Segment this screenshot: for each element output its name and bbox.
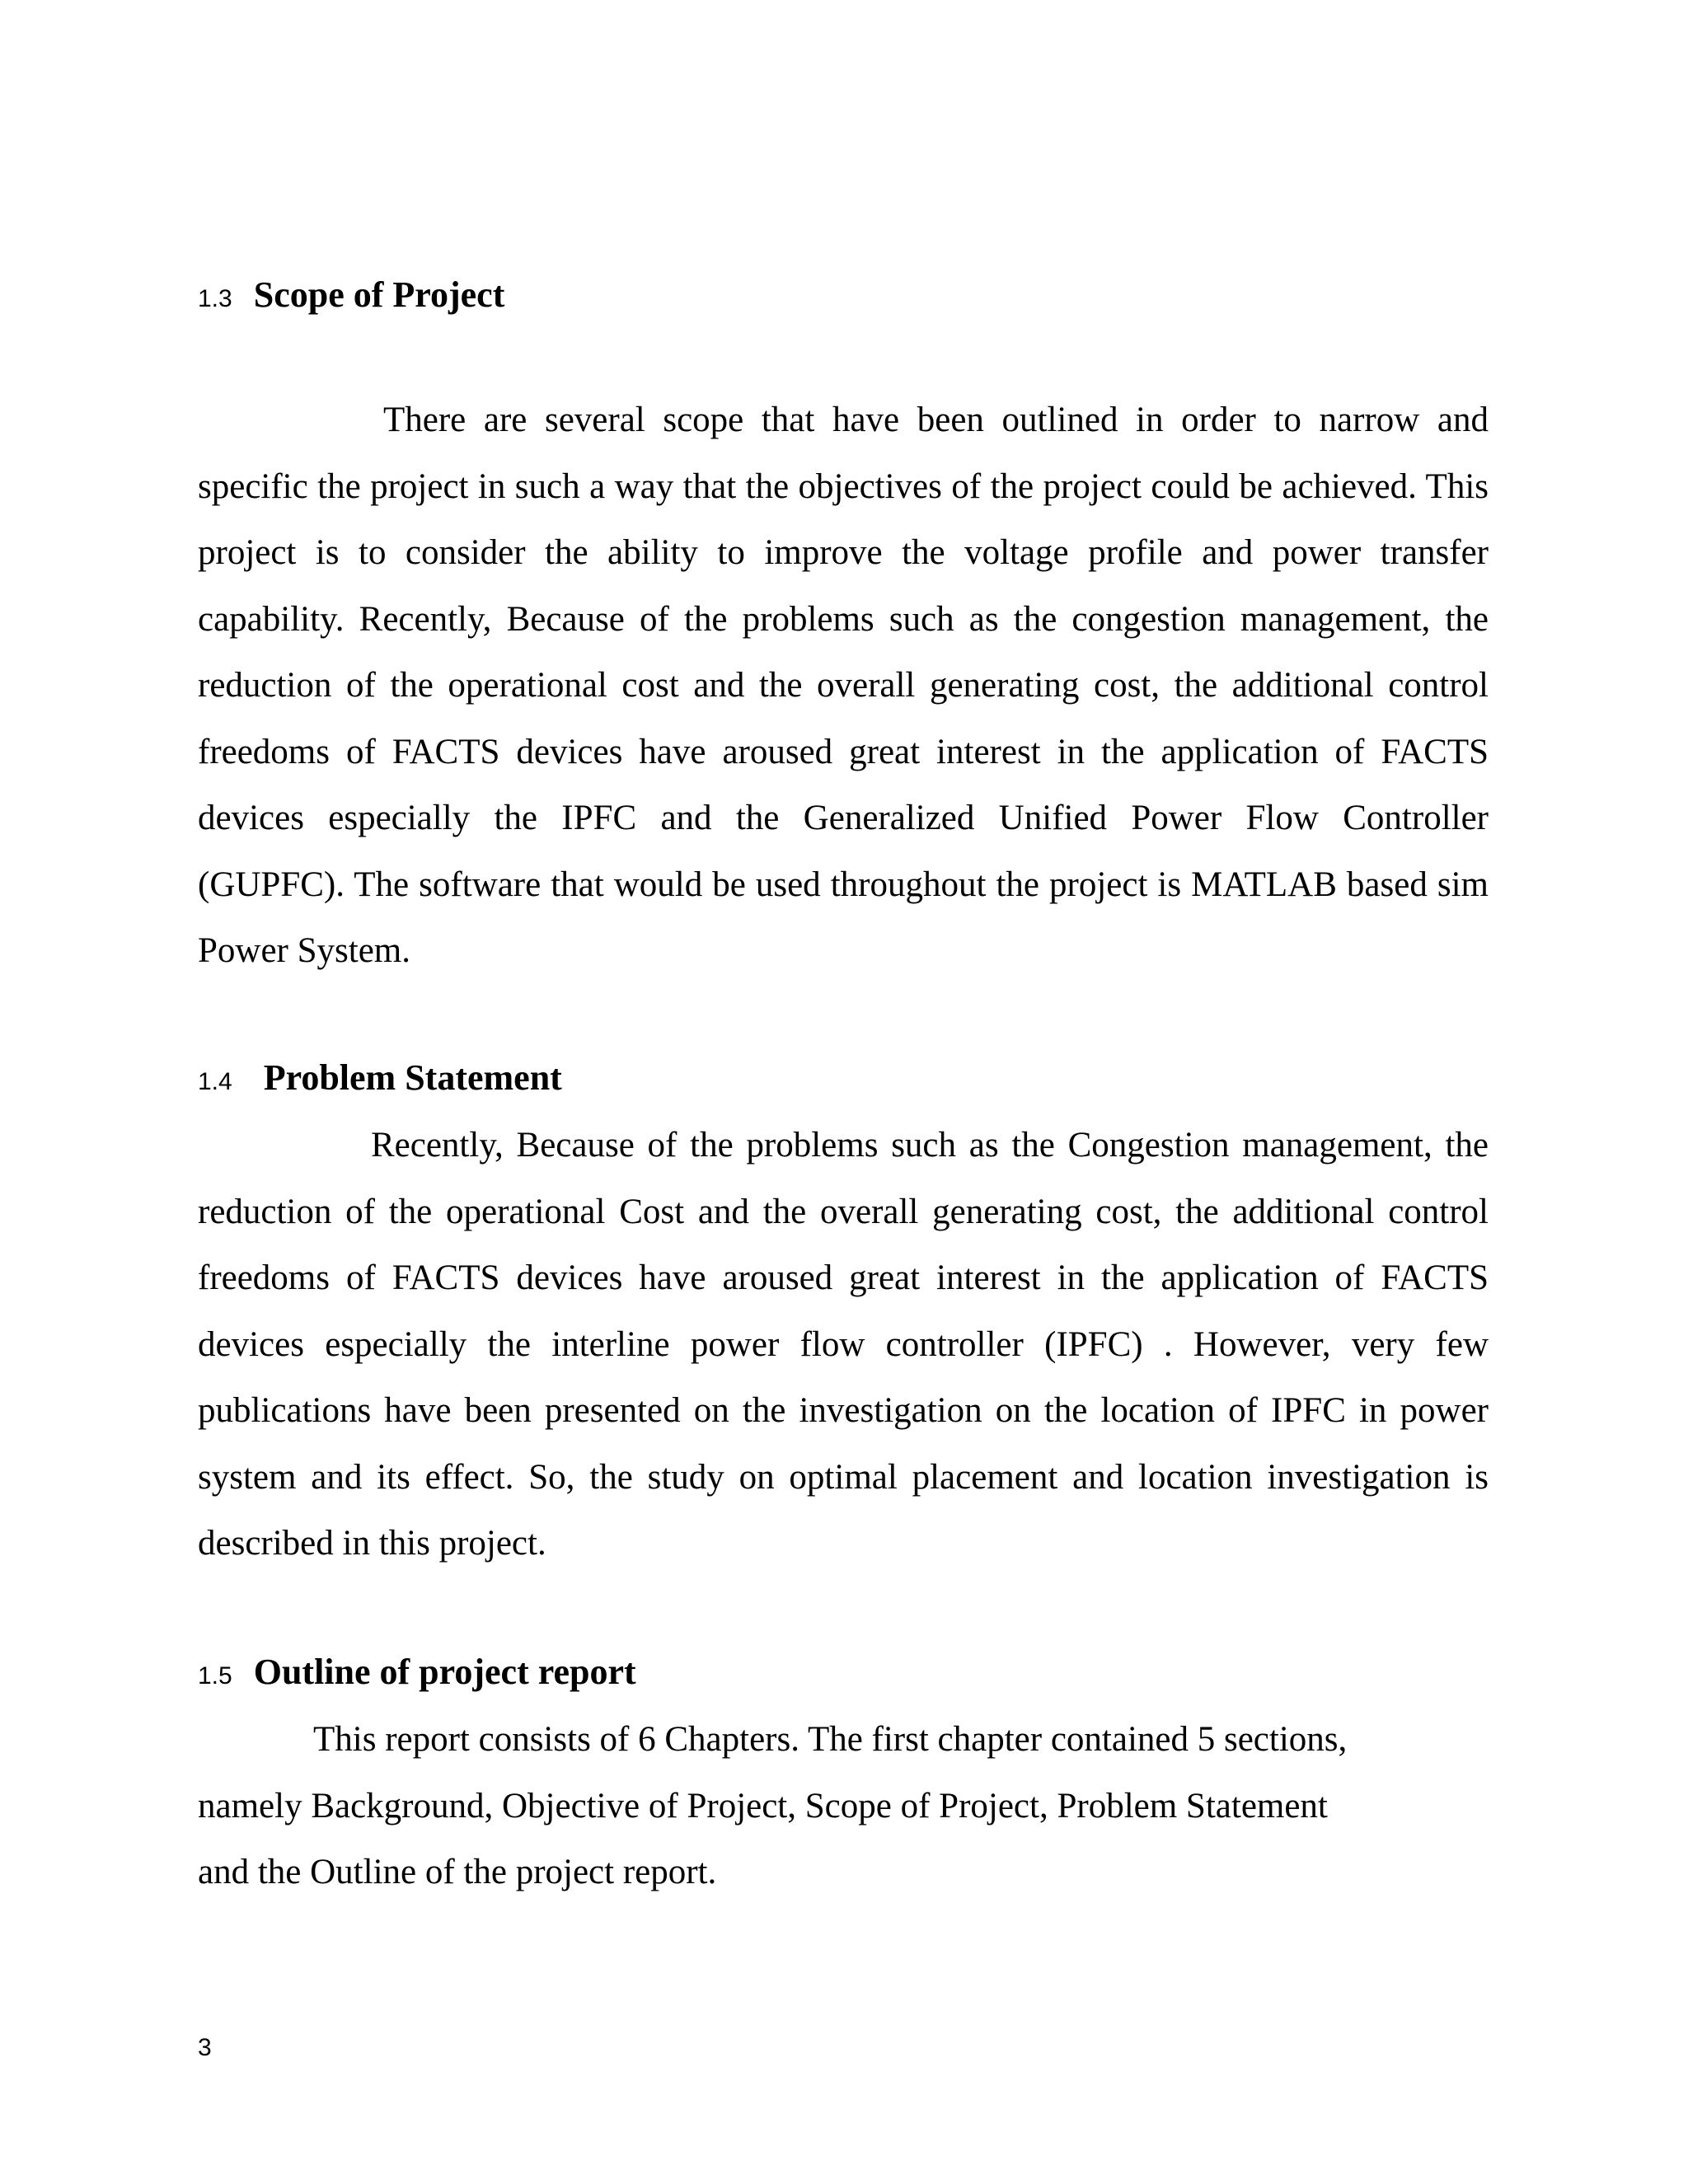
section-number: 1.4 — [198, 1068, 232, 1095]
paragraph-line: This report consists of 6 Chapters. The first chapter contained 5 sections, — [313, 1720, 1348, 1759]
section-paragraph: There are several scope that have been outlined in order to narrow and specific the project in such a way that the objectives of the project could be achieved. This project is to consider the ability to improve the voltage profile and power transfer capability. Recently, Because of the problems such as the congestion management, the reduction of the operational cost and the overall generating cost, the additional control freedoms of FACTS devices have aroused great interest in the application of FACTS devices especially the IPFC and the Generalized Unified Power Flow Controller (GUPFC). The software that would be used throughout the project is MATLAB based sim Power System. — [198, 401, 1489, 970]
section-title: Outline of project report — [253, 1652, 636, 1692]
paragraph-line: namely Background, Objective of Project, Scope of Project, Problem Statement — [198, 1786, 1328, 1825]
page-number: 3 — [198, 2034, 212, 2061]
section-title: Scope of Project — [253, 274, 505, 315]
section-number: 1.3 — [198, 285, 232, 312]
section-heading — [198, 274, 1489, 323]
section-heading — [198, 1651, 1489, 1700]
section-outline-of-report — [198, 1651, 1489, 1906]
section-heading — [198, 1057, 1489, 1106]
section-problem-statement — [198, 1057, 1489, 1577]
paragraph-line: and the Outline of the project report. — [198, 1853, 717, 1891]
section-number: 1.5 — [198, 1662, 232, 1690]
section-title: Problem Statement — [263, 1057, 562, 1098]
section-scope-of-project — [198, 274, 1489, 985]
section-paragraph: Recently, Because of the problems such as the Congestion management, the reduction of the operational Cost and the overall generating cost, the additional control freedoms of FACTS devices have aroused great interest in the application of FACTS devices especially the interline power flow controller (IPFC) . However, very few publications have been presented on the investigation on the location of IPFC in power system and its effect. So, the study on optimal placement and location investigation is described in this project. — [198, 1126, 1489, 1563]
section-paragraph — [198, 1707, 1489, 1906]
